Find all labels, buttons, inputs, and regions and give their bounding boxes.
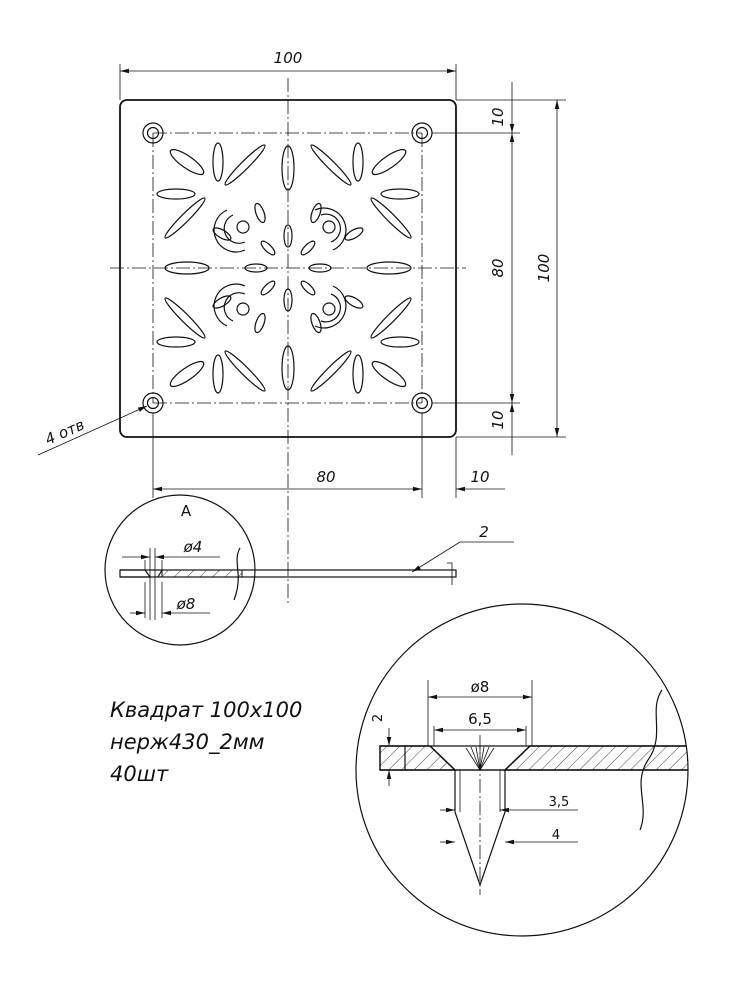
holes-leader: [38, 406, 147, 455]
detail-a-label: A: [180, 502, 192, 520]
detail-a-hole-dia: ø4: [183, 538, 203, 556]
height-label: 100: [535, 253, 553, 283]
dimension-horizontal-chain: [153, 413, 505, 498]
dimension-height: [456, 100, 566, 437]
edge-right-label: 10: [470, 468, 490, 486]
plan-view: [38, 49, 566, 605]
note-line-2: нерж430_2мм: [110, 730, 265, 754]
notes: [110, 698, 302, 786]
detail-a-csk-dia: ø8: [176, 595, 196, 613]
width-label: 100: [273, 49, 303, 67]
note-line-3: 40шт: [110, 762, 169, 786]
large-thickness: 2: [371, 713, 386, 723]
detail-large: [356, 604, 700, 936]
large-hole-dia: 4: [551, 828, 561, 843]
side-thickness-label: 2: [479, 523, 489, 541]
hole-pitch-v-label: 80: [489, 258, 507, 278]
edge-bottom-label: 10: [489, 410, 507, 430]
holes-count-label: 4 отв: [42, 415, 88, 449]
hole-pitch-h-label: 80: [316, 468, 336, 486]
edge-top-label: 10: [489, 107, 507, 127]
large-screw-dia: 3,5: [548, 795, 570, 810]
large-csk-dia: ø8: [470, 678, 490, 696]
note-line-1: Квадрат 100х100: [110, 698, 303, 722]
large-inner-dia: 6,5: [468, 710, 492, 728]
dimension-width: [120, 49, 456, 100]
dimension-vertical-chain: [432, 82, 520, 455]
detail-a: [105, 495, 255, 645]
